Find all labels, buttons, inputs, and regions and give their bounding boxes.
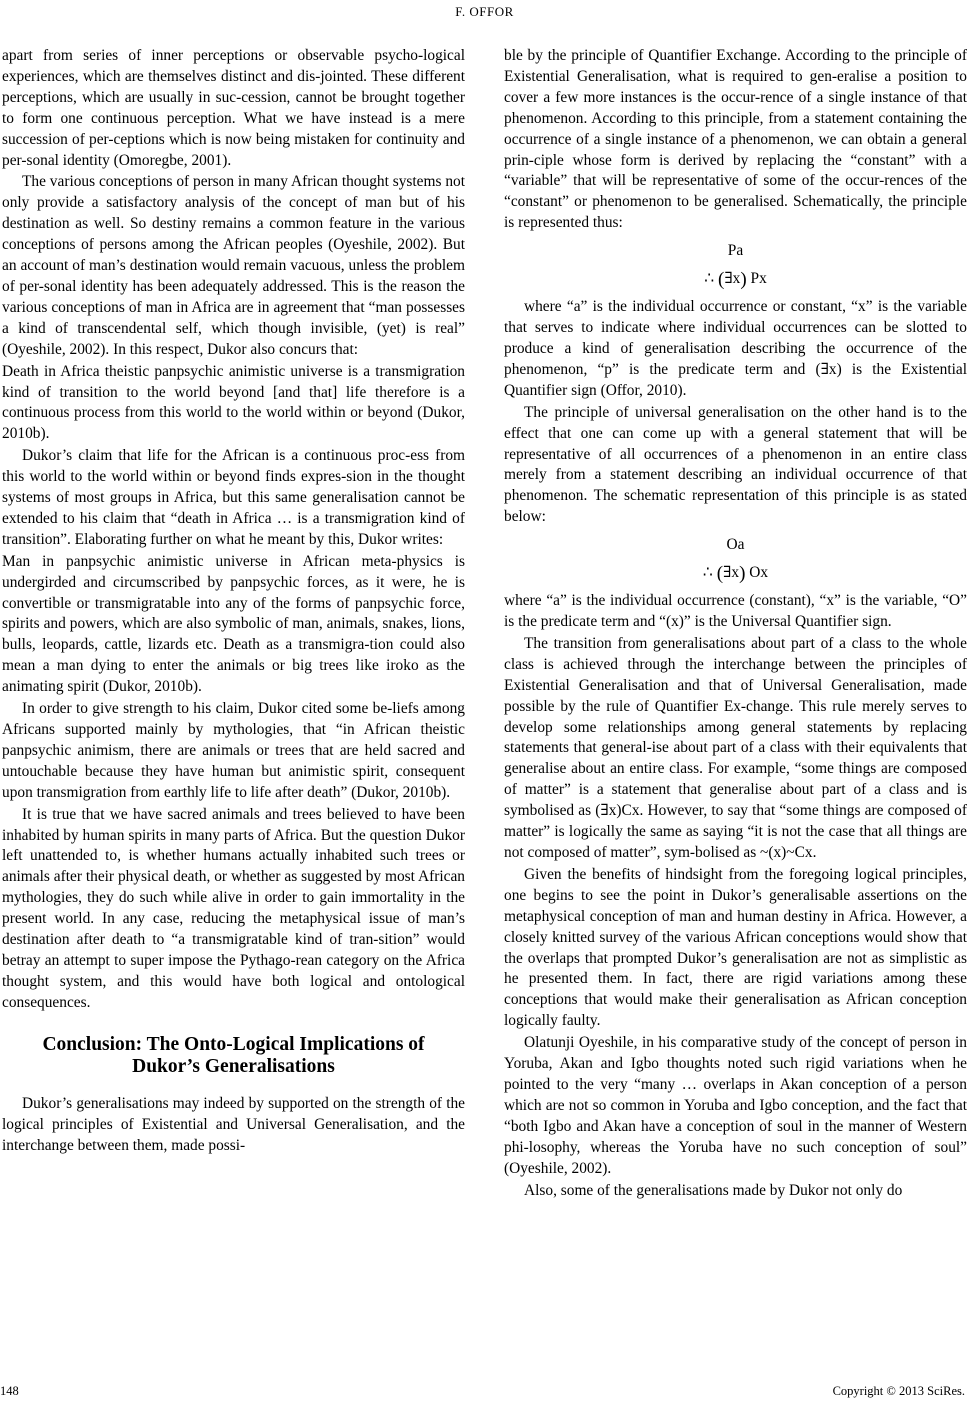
- paragraph: Olatunji Oyeshile, in his comparative study of the concept of person in Yoruba, Akan and Igbo thoughts noted such rigid variations when he pointed to the very “many … overlaps in Akan conception of a person which are not so common in Yoruba and Igbo conception, and the fact that “both Igbo and Akan have a conception of soul in the manner of Western phi-losophy, whereas the Yoruba have no such conception of soul” (Oyeshile, 2002).: [504, 1034, 967, 1177]
- therefore-symbol: ∴: [704, 270, 714, 288]
- therefore-symbol: ∴: [702, 564, 713, 582]
- quantifier: ∃x: [724, 270, 741, 288]
- paragraph: The transition from generalisations about part of a class to the whole class is achieved through the interchange between the principles of Existential Generalisation and that of Universal Generalisation, made possible by the rule of Quantifier Ex-change. This rule merely serves to develop some relationships among general statements by replacing statements that general-ise about part of a class with their equivalents that generalise about an entire class. For example, “some things are composed of matter” is a statement that generalise about part of a class and is symbolised as (∃x)Cx. However, to say that “some things are composed of matter” is logically the same as saying “it is not the case that all things are not composed of matter”, sym-bolised as ~(x)~Cx.: [504, 634, 967, 861]
- paragraph: Also, some of the generalisations made by Dukor not only do: [524, 1181, 903, 1199]
- formula-universal-conclusion: ∴ (∃x) Ox: [702, 563, 769, 585]
- formula-existential-premise: Pa: [727, 242, 744, 260]
- left-column: [2, 46, 465, 1156]
- copyright-notice: Copyright © 2013 SciRes.: [832, 1384, 965, 1398]
- paragraph: The various conceptions of person in many African thought systems not only provide a satisfactory analysis of the concept of man but of his destination as well. So destiny remains a common feature in the various conceptions of persons among the African peoples (Oyeshile, 2002). But an account of man’s destination would remain vacuous, unless the problem of per-sonal identity has been adequately addressed. This is the reason the various conceptions of man in Africa are in agreement that “man possesses a kind of transcendental self, which though invisible, (yet) is real” (Oyeshile, 2002). In this respect, Dukor also concurs that:: [2, 173, 465, 358]
- conclusion-term: Ox: [749, 564, 769, 582]
- paragraph: Dukor’s claim that life for the African is a continuous proc-ess from this world to the world within or beyond finds expres-sion in the thought systems of most groups in Africa, but this same generalisation cannot be extended to his claim that “death in Africa … is a transmigration kind of transition”. Elaborating further on what he meant by this, Dukor writes:: [2, 447, 465, 548]
- paragraph: ble by the principle of Quantifier Exchange. According to the principle of Existential Generalisation, what is required to gen-eralise a position to cover a few more instances is the occur-rence of a single instance of that phenomenon. According to this principle, from a statement containing the occurrence of a single instance of a phenomenon, we can obtain a general prin-ciple whose form is derived by replacing the “constant” with a “variable” that will be representative of some of the occur-rences of the “constant” or phenomenon to be generalised. Schematically, the principle is represented thus:: [504, 47, 967, 232]
- paragraph: In order to give strength to his claim, Dukor cited some be-liefs among Africans supported mainly by mythologies, that “in African theistic panpsychic animism, there are animals or trees that are held sacred and untouchable because they have human but animistic spirit, consequent upon transmigration from earthly life to life after death” (Dukor, 2010b).: [2, 700, 465, 801]
- paragraph: Given the benefits of hindsight from the foregoing logical principles, one begins to see the point in Dukor’s generalisable assertions on the metaphysical conception of man and human destiny in Africa. However, a closely knitted survey of the various African conceptions would show that the overlaps that prompted Dukor’s generalisation are not as simplistic as he presented them. In fact, there are rigid variations among these conceptions that would make their generalisation as African conception logically faulty.: [504, 865, 967, 1030]
- paragraph: Dukor’s generalisations may indeed by supported on the strength of the logical principles of Existential and Universal Generalisation, and the interchange between them, made possi-: [2, 1094, 465, 1154]
- formula-existential-conclusion: ∴ (∃x) Px: [704, 269, 767, 291]
- paragraph: where “a” is the individual occurrence (constant), “x” is the variable, “O” is the predicate term and “(x)” is the Universal Quantifier sign.: [504, 592, 967, 631]
- paragraph: It is true that we have sacred animals and trees believed to have been inhabited by human spirits in many parts of Africa. But the question Dukor left unattended to, is whether humans actually inhabited such trees or animals after their physical death, or whether as suggested by most African mythologies, they do such while alive in order to gain immortality in the present world. In any case, reducing the metaphysical issue of man’s destination after death to “a transmigratable kind of tran-sition” would betray an attempt to super impose the Pythago-rean category on the Africa thought system, and this would have both logical and ontological consequences.: [2, 805, 465, 1011]
- section-heading-line: Conclusion: The Onto-Logical Implications of: [42, 1033, 425, 1055]
- paragraph: where “a” is the individual occurrence or constant, “x” is the variable that serves to indicate where individual occurrences can be slotted to produce a kind of generalisation describing the occurrence of the phenomenon, “p” is the predicate term and (∃x) is the Existential Quantifier sign (Offor, 2010).: [504, 298, 967, 399]
- section-heading-line: Dukor’s Generalisations: [132, 1055, 335, 1077]
- quantifier: ∃x: [723, 564, 740, 582]
- running-head: F. OFFOR: [455, 4, 514, 19]
- paragraph: apart from series of inner perceptions or observable psycho-logical experiences, which are themselves distinct and dis-jointed. These different perceptions, which are usually in suc-cession, cannot be brought together to form one continuous perception. What we have instead is a mere succession of per-ceptions which is now being mistaken for continuity and per-sonal identity (Omoregbe, 2001).: [2, 47, 465, 169]
- page-number: 148: [0, 1384, 19, 1398]
- conclusion-term: Px: [750, 270, 767, 288]
- block-quote: Man in panpsychic animistic universe in African meta-physics is undergirded and circumscribed by panpsychic forces, as it were, he is convertible or transmigratable into any of the forms of panpsychic force, spirits and powers, which are also symbolic of man, animals, snakes, lions, bulls, leopards, cattle, lizards etc. Death as a transmigra-tion could also mean a man dying to enter the animals or big trees like iroko as the animating spirit (Dukor, 2010b).: [2, 552, 465, 696]
- section-heading: [2, 1034, 465, 1078]
- formula-universal-premise: Oa: [726, 536, 745, 554]
- block-quote: Death in Africa theistic panpsychic animistic universe is a transmigration kind of transition to the world beyond [and that] life therefore is a continuous process from this world to the world within or beyond (Dukor, 2010b).: [2, 362, 465, 443]
- paragraph: The principle of universal generalisation on the other hand is to the effect that one can come up with a general statement that will be representative of all occurrences of a phenomenon in an entire class merely from a statement describing an individual occurrence of that phenomenon. The schematic representation of this principle is as stated below:: [504, 403, 967, 526]
- right-column: [504, 46, 967, 1201]
